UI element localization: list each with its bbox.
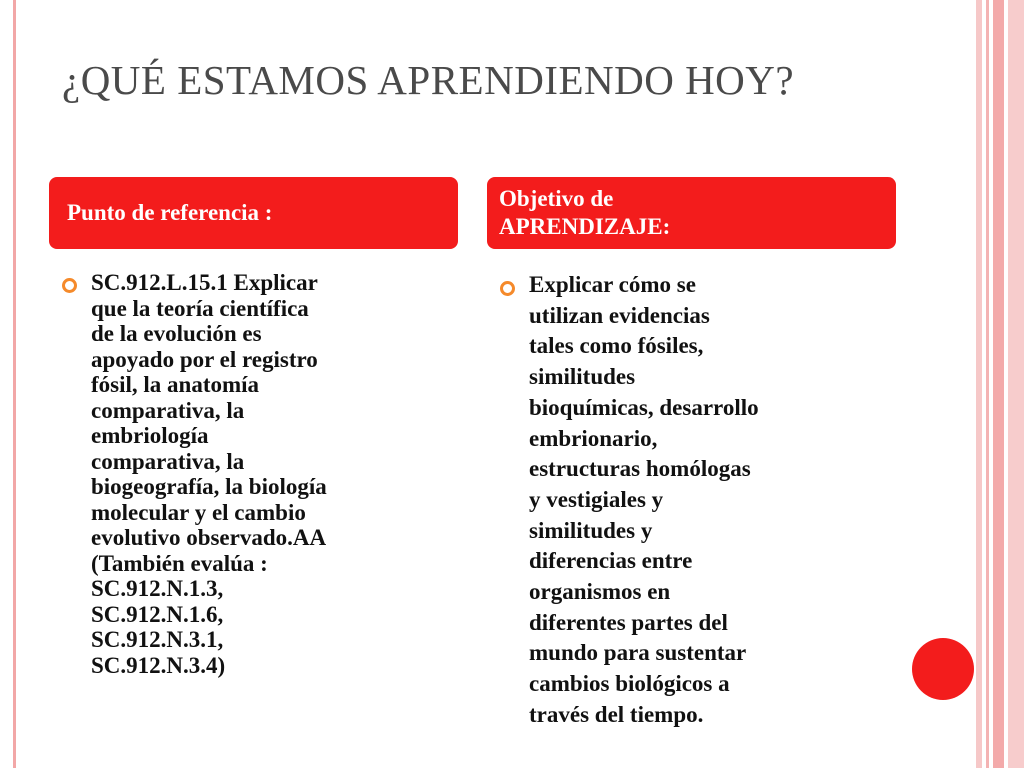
right-stripe-1	[976, 0, 982, 768]
benchmark-header-label: Punto de referencia :	[67, 200, 273, 225]
benchmark-bullet	[62, 270, 457, 678]
benchmark-text: SC.912.L.15.1 Explicar que la teoría científica de la evolución es apoyado por el registro fósil, la anatomía comparativa, la embriología comparativa, la biogeografía, la biología molecular y el cambio evolutivo observado.AA (También evalúa : SC.912.N.1.3, SC.912.N.1.6, SC.912.N.3.1, SC.912.N.3.4)	[91, 270, 327, 678]
left-border-line	[13, 0, 16, 768]
learning-objective-header-label: Objetivo de APRENDIZAJE:	[499, 186, 671, 239]
right-stripe-2	[986, 0, 989, 768]
learning-objective-header	[487, 177, 896, 249]
right-stripe-4	[1008, 0, 1024, 768]
circle-bullet-icon	[62, 278, 77, 293]
right-stripe-3	[993, 0, 1004, 768]
benchmark-header	[49, 177, 458, 249]
objective-text: Explicar cómo se utilizan evidencias tales como fósiles, similitudes bioquímicas, desarrollo embrionario, estructuras homólogas y vestigiales y similitudes y diferencias entre organismos en diferentes partes del mundo para sustentar cambios biológicos a través del tiempo.	[529, 272, 759, 727]
objective-bullet	[500, 270, 895, 731]
slide-title: ¿QUÉ ESTAMOS APRENDIENDO HOY?	[62, 57, 795, 103]
red-circle-icon	[912, 638, 974, 700]
circle-bullet-icon	[500, 281, 515, 296]
